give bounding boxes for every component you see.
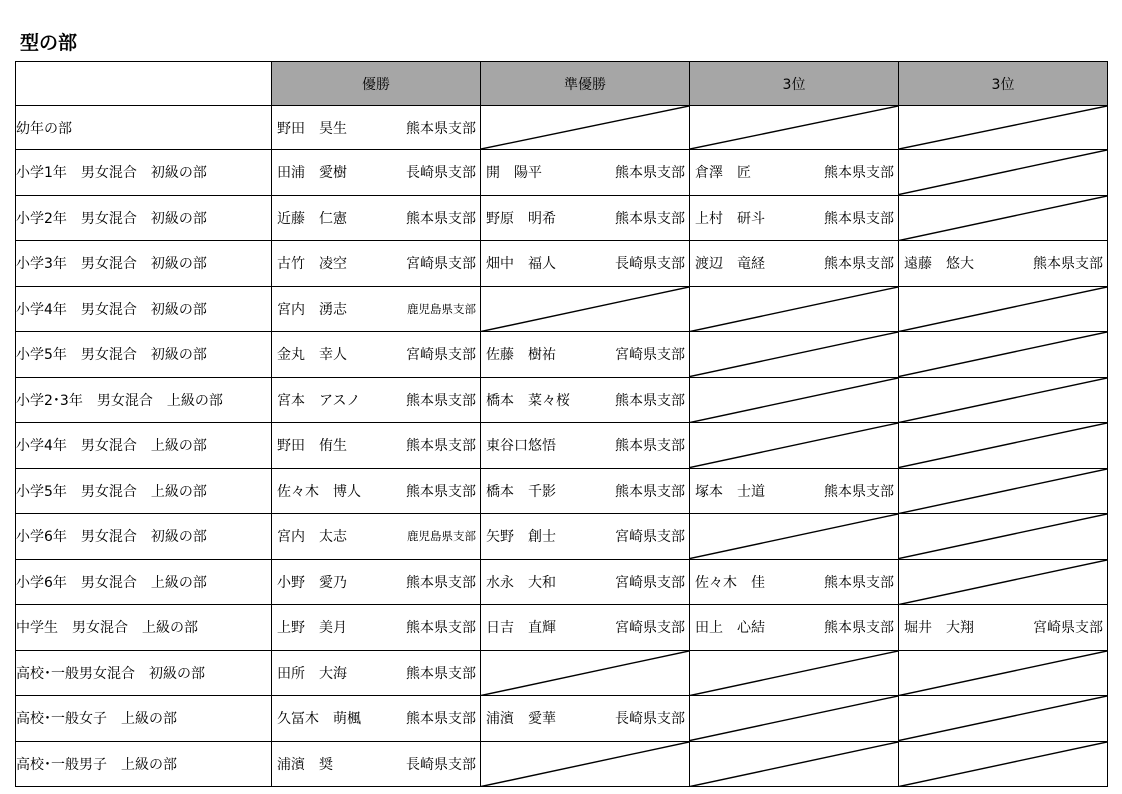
table-row [16, 741, 1108, 787]
athlete-name: 田所 大海 [277, 665, 347, 682]
cell-third-1-empty [690, 106, 899, 150]
table-row [16, 514, 1108, 560]
cell-winner [272, 286, 481, 332]
athlete-name: 田上 心結 [695, 620, 765, 637]
cell-third-1 [690, 559, 899, 605]
diagonal-slash [899, 196, 1107, 241]
athlete-name: 野原 明希 [486, 210, 556, 227]
header-winner: 優勝 [272, 62, 481, 106]
cell-runner-up-empty [481, 650, 690, 696]
diagonal-slash [690, 378, 898, 423]
cell-winner [272, 423, 481, 469]
cell-winner [272, 650, 481, 696]
branch-name: 長崎県支部 [406, 756, 476, 773]
cell-third-2-empty [899, 559, 1108, 605]
cell-third-1-empty [690, 514, 899, 560]
branch-name: 長崎県支部 [615, 256, 685, 273]
branch-name: 熊本県支部 [615, 483, 685, 500]
cell-runner-up [481, 468, 690, 514]
category-cell: 小学6年 男女混合 初級の部 [16, 514, 272, 560]
branch-name: 熊本県支部 [406, 574, 476, 591]
cell-third-2-empty [899, 650, 1108, 696]
cell-third-1-empty [690, 332, 899, 378]
athlete-name: 宮内 太志 [277, 529, 347, 546]
cell-winner [272, 468, 481, 514]
diagonal-slash [899, 696, 1107, 741]
branch-name: 鹿児島県支部 [407, 301, 476, 316]
diagonal-slash [690, 287, 898, 332]
cell-third-1 [690, 150, 899, 196]
branch-name: 熊本県支部 [615, 438, 685, 455]
header-third-1: 3位 [690, 62, 899, 106]
athlete-name: 金丸 幸人 [277, 347, 347, 364]
table-row [16, 468, 1108, 514]
table-row [16, 650, 1108, 696]
table-row [16, 696, 1108, 742]
branch-name: 宮崎県支部 [615, 620, 685, 637]
diagonal-slash [899, 423, 1107, 468]
diagonal-slash [481, 742, 689, 787]
branch-name: 熊本県支部 [824, 574, 894, 591]
cell-runner-up [481, 332, 690, 378]
category-cell: 高校･一般男子 上級の部 [16, 741, 272, 787]
table-row [16, 150, 1108, 196]
branch-name: 熊本県支部 [824, 483, 894, 500]
cell-third-2-empty [899, 332, 1108, 378]
cell-third-1 [690, 195, 899, 241]
table-row [16, 286, 1108, 332]
branch-name: 熊本県支部 [406, 711, 476, 728]
diagonal-slash [690, 742, 898, 787]
cell-third-2 [899, 605, 1108, 651]
table-row [16, 241, 1108, 287]
category-cell: 小学6年 男女混合 上級の部 [16, 559, 272, 605]
diagonal-slash [899, 742, 1107, 787]
cell-third-1 [690, 468, 899, 514]
cell-third-1 [690, 241, 899, 287]
athlete-name: 近藤 仁憲 [277, 210, 347, 227]
cell-runner-up [481, 377, 690, 423]
cell-winner [272, 150, 481, 196]
cell-runner-up-empty [481, 286, 690, 332]
category-cell: 幼年の部 [16, 106, 272, 150]
table-row [16, 423, 1108, 469]
cell-runner-up [481, 150, 690, 196]
page-title: 型の部 [20, 32, 78, 54]
diagonal-slash [899, 560, 1107, 605]
category-cell: 小学3年 男女混合 初級の部 [16, 241, 272, 287]
cell-runner-up [481, 241, 690, 287]
athlete-name: 佐藤 樹祐 [486, 347, 556, 364]
athlete-name: 東谷口悠悟 [486, 438, 556, 455]
athlete-name: 堀井 大翔 [904, 620, 974, 637]
diagonal-slash [899, 651, 1107, 696]
cell-winner [272, 559, 481, 605]
cell-runner-up [481, 514, 690, 560]
diagonal-slash [690, 514, 898, 559]
athlete-name: 橋本 菜々桜 [486, 392, 570, 409]
branch-name: 熊本県支部 [615, 210, 685, 227]
diagonal-slash [690, 651, 898, 696]
category-cell: 中学生 男女混合 上級の部 [16, 605, 272, 651]
cell-third-2-empty [899, 423, 1108, 469]
athlete-name: 浦濱 奨 [277, 756, 333, 773]
table-row [16, 195, 1108, 241]
table-row [16, 377, 1108, 423]
branch-name: 熊本県支部 [824, 165, 894, 182]
branch-name: 鹿児島県支部 [407, 529, 476, 544]
table-row [16, 106, 1108, 150]
athlete-name: 宮本 アスノ [277, 392, 361, 409]
athlete-name: 橋本 千影 [486, 483, 556, 500]
athlete-name: 日吉 直輝 [486, 620, 556, 637]
cell-runner-up [481, 696, 690, 742]
cell-third-1-empty [690, 650, 899, 696]
header-runner-up: 準優勝 [481, 62, 690, 106]
branch-name: 熊本県支部 [406, 120, 476, 137]
cell-winner [272, 377, 481, 423]
athlete-name: 遠藤 悠大 [904, 256, 974, 273]
cell-third-1-empty [690, 286, 899, 332]
branch-name: 宮崎県支部 [406, 347, 476, 364]
header-blank [16, 62, 272, 106]
cell-runner-up [481, 195, 690, 241]
branch-name: 宮崎県支部 [615, 529, 685, 546]
cell-winner [272, 332, 481, 378]
branch-name: 熊本県支部 [1033, 256, 1103, 273]
table-row [16, 605, 1108, 651]
category-cell: 小学4年 男女混合 初級の部 [16, 286, 272, 332]
branch-name: 熊本県支部 [824, 256, 894, 273]
athlete-name: 野田 侑生 [277, 438, 347, 455]
athlete-name: 塚本 士道 [695, 483, 765, 500]
athlete-name: 久冨木 萌楓 [277, 711, 361, 728]
cell-third-2-empty [899, 286, 1108, 332]
athlete-name: 矢野 創士 [486, 529, 556, 546]
branch-name: 熊本県支部 [824, 620, 894, 637]
category-cell: 高校･一般男女混合 初級の部 [16, 650, 272, 696]
athlete-name: 渡辺 竜経 [695, 256, 765, 273]
category-cell: 小学4年 男女混合 上級の部 [16, 423, 272, 469]
cell-runner-up-empty [481, 106, 690, 150]
diagonal-slash [899, 150, 1107, 195]
cell-third-2-empty [899, 106, 1108, 150]
cell-third-1 [690, 605, 899, 651]
cell-third-1-empty [690, 423, 899, 469]
cell-third-2-empty [899, 468, 1108, 514]
diagonal-slash [899, 514, 1107, 559]
branch-name: 熊本県支部 [824, 210, 894, 227]
cell-third-2-empty [899, 195, 1108, 241]
branch-name: 長崎県支部 [406, 165, 476, 182]
cell-runner-up [481, 559, 690, 605]
category-cell: 小学1年 男女混合 初級の部 [16, 150, 272, 196]
diagonal-slash [899, 469, 1107, 514]
athlete-name: 倉澤 匠 [695, 165, 751, 182]
athlete-name: 佐々木 博人 [277, 483, 361, 500]
cell-third-2-empty [899, 514, 1108, 560]
diagonal-slash [690, 696, 898, 741]
branch-name: 長崎県支部 [615, 711, 685, 728]
diagonal-slash [690, 106, 898, 149]
athlete-name: 開 陽平 [486, 165, 542, 182]
cell-third-2-empty [899, 150, 1108, 196]
branch-name: 熊本県支部 [406, 483, 476, 500]
diagonal-slash [899, 332, 1107, 377]
cell-third-2-empty [899, 741, 1108, 787]
athlete-name: 宮内 湧志 [277, 301, 347, 318]
results-table [15, 61, 1108, 787]
cell-third-1-empty [690, 696, 899, 742]
diagonal-slash [481, 106, 689, 149]
cell-runner-up [481, 605, 690, 651]
diagonal-slash [481, 651, 689, 696]
branch-name: 熊本県支部 [615, 392, 685, 409]
cell-winner [272, 605, 481, 651]
athlete-name: 上野 美月 [277, 620, 347, 637]
cell-winner [272, 106, 481, 150]
category-cell: 小学2年 男女混合 初級の部 [16, 195, 272, 241]
category-cell: 高校･一般女子 上級の部 [16, 696, 272, 742]
athlete-name: 古竹 凌空 [277, 256, 347, 273]
athlete-name: 佐々木 佳 [695, 574, 765, 591]
cell-winner [272, 241, 481, 287]
branch-name: 宮崎県支部 [1033, 620, 1103, 637]
branch-name: 熊本県支部 [406, 392, 476, 409]
table-row [16, 559, 1108, 605]
diagonal-slash [690, 423, 898, 468]
diagonal-slash [690, 332, 898, 377]
branch-name: 宮崎県支部 [615, 347, 685, 364]
diagonal-slash [899, 287, 1107, 332]
header-third-2: 3位 [899, 62, 1108, 106]
cell-runner-up [481, 423, 690, 469]
cell-third-1-empty [690, 377, 899, 423]
branch-name: 宮崎県支部 [615, 574, 685, 591]
diagonal-slash [481, 287, 689, 332]
cell-third-2 [899, 241, 1108, 287]
cell-winner [272, 696, 481, 742]
branch-name: 熊本県支部 [406, 438, 476, 455]
diagonal-slash [899, 378, 1107, 423]
cell-third-2-empty [899, 696, 1108, 742]
category-cell: 小学5年 男女混合 上級の部 [16, 468, 272, 514]
cell-third-1-empty [690, 741, 899, 787]
cell-runner-up-empty [481, 741, 690, 787]
athlete-name: 野田 昊生 [277, 120, 347, 137]
athlete-name: 田浦 愛樹 [277, 165, 347, 182]
branch-name: 熊本県支部 [406, 620, 476, 637]
cell-winner [272, 741, 481, 787]
athlete-name: 畑中 福人 [486, 256, 556, 273]
branch-name: 熊本県支部 [406, 210, 476, 227]
branch-name: 熊本県支部 [615, 165, 685, 182]
branch-name: 宮崎県支部 [406, 256, 476, 273]
athlete-name: 水永 大和 [486, 574, 556, 591]
athlete-name: 小野 愛乃 [277, 574, 347, 591]
cell-winner [272, 195, 481, 241]
cell-winner [272, 514, 481, 560]
athlete-name: 上村 研斗 [695, 210, 765, 227]
athlete-name: 浦濱 愛華 [486, 711, 556, 728]
table-row [16, 332, 1108, 378]
category-cell: 小学2･3年 男女混合 上級の部 [16, 377, 272, 423]
category-cell: 小学5年 男女混合 初級の部 [16, 332, 272, 378]
diagonal-slash [899, 106, 1107, 149]
header-row [16, 62, 1108, 106]
branch-name: 熊本県支部 [406, 665, 476, 682]
cell-third-2-empty [899, 377, 1108, 423]
